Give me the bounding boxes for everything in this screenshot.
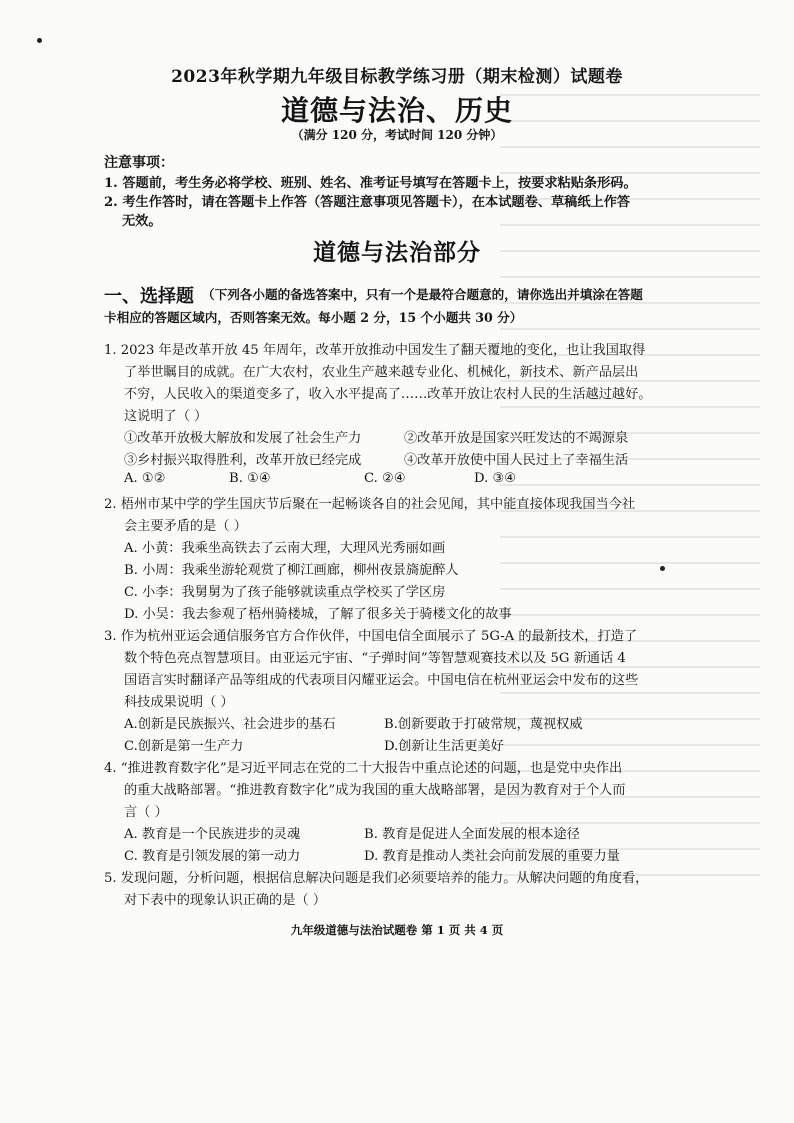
q3-line-2: 数个特色亮点智慧项目。由亚运元宇宙、“子弹时间”等智慧观赛技术以及 5G 新通话 4: [124, 651, 626, 666]
notice-heading: 注意事项：: [104, 155, 174, 171]
q2-option-d: D. 小吴：我去参观了梧州骑楼城，了解了很多关于骑楼文化的故事: [124, 607, 512, 622]
q4-option-c: C. 教育是引领发展的第一动力: [124, 849, 301, 864]
q4-line-2: 的重大战略部署。“推进教育数字化”成为我国的重大战略部署，是因为教育对于个人而: [124, 783, 626, 798]
q4-line-1: 4. “推进教育数字化”是习近平同志在党的二十大报告中重点论述的问题，也是党中央作出: [104, 761, 623, 776]
page-footer: 九年级道德与法治试题卷 第 1 页 共 4 页: [290, 923, 504, 937]
q1-option-a: A. ①②: [124, 471, 166, 486]
q1-line-4: 这说明了（ ）: [124, 409, 208, 424]
q3-option-b: B.创新要敢于打破常规，蔑视权威: [384, 717, 583, 732]
q1-statement-4: ④改革开放使中国人民过上了幸福生活: [404, 453, 629, 468]
q1-statement-1: ①改革开放极大解放和发展了社会生产力: [124, 431, 362, 446]
section-title: 道德与法治部分: [313, 239, 481, 266]
q3-line-4: 科技成果说明（ ）: [124, 695, 234, 710]
q3-option-d: D.创新让生活更美好: [384, 739, 504, 754]
q2-line-1: 2. 梧州市某中学的学生国庆节后聚在一起畅谈各自的社会见闻，其中能直接体现我国当今社: [104, 497, 636, 512]
q3-option-a: A.创新是民族振兴、社会进步的基石: [124, 717, 336, 732]
q1-line-1: 1. 2023 年是改革开放 45 年周年，改革开放推动中国发生了翻天覆地的变化，也让我国取得: [104, 343, 646, 358]
q4-option-b: B. 教育是促进人全面发展的根本途径: [364, 827, 580, 842]
q4-option-d: D. 教育是推动人类社会向前发展的重要力量: [364, 849, 620, 864]
notice-item-2-cont: 无效。: [122, 214, 162, 229]
q4-option-a: A. 教育是一个民族进步的灵魂: [124, 827, 301, 842]
q1-line-2: 了举世瞩目的成就。在广大农村，农业生产越来越专业化、机械化，新技术、新产品层出: [124, 365, 639, 380]
part1-label: 一、选择题: [104, 286, 194, 307]
q1-statement-2: ②改革开放是国家兴旺发达的不竭源泉: [404, 431, 629, 446]
q5-line-2: 对下表中的现象认识正确的是（ ）: [124, 893, 327, 908]
q2-option-a: A. 小黄：我乘坐高铁去了云南大理，大理风光秀丽如画: [124, 541, 446, 556]
q2-option-c: C. 小李：我舅舅为了孩子能够就读重点学校买了学区房: [124, 585, 446, 600]
exam-meta: （满分 120 分，考试时间 120 分钟）: [291, 128, 503, 142]
q1-option-d: D. ③④: [474, 471, 517, 486]
q5-line-1: 5. 发现问题，分析问题，根据信息解决问题是我们必须要培养的能力。从解决问题的角度看，: [104, 871, 649, 886]
part1-note: （下列各小题的备选答案中，只有一个是最符合题意的，请你选出并填涂在答题: [202, 287, 643, 302]
part1-note-cont: 卡相应的答题区域内，否则答案无效。每小题 2 分，15 个小题共 30 分）: [104, 310, 523, 325]
notice-item-1: 1. 答题前，考生务必将学校、班别、姓名、准考证号填写在答题卡上，按要求粘贴条形码。: [104, 176, 637, 191]
q3-line-1: 3. 作为杭州亚运会通信服务官方合作伙伴，中国电信全面展示了 5G-A 的最新技术，打造了: [104, 629, 638, 644]
q3-line-3: 国语言实时翻译产品等组成的代表项目闪耀亚运会。中国电信在杭州亚运会中发布的这些: [124, 673, 639, 688]
q3-option-c: C.创新是第一生产力: [124, 739, 244, 754]
q4-line-3: 言（ ）: [124, 805, 168, 820]
notice-item-2: 2. 考生作答时，请在答题卡上作答（答题注意事项见答题卡），在本试题卷、草稿纸上作答: [104, 195, 631, 210]
q2-option-b: B. 小周：我乘坐游轮观赏了柳江画廊，柳州夜景旖旎醉人: [124, 563, 459, 578]
q1-line-3: 不穷，人民收入的渠道变多了，收入水平提高了……改革开放让农村人民的生活越过越好。: [124, 387, 652, 402]
exam-title: 2023年秋学期九年级目标教学练习册（期末检测）试题卷: [171, 67, 623, 87]
q2-line-2: 会主要矛盾的是（ ）: [124, 519, 247, 534]
q1-option-b: B. ①④: [229, 471, 271, 486]
q1-statement-3: ③乡村振兴取得胜利，改革开放已经完成: [124, 453, 362, 468]
subject-title: 道德与法治、历史: [280, 94, 513, 127]
q1-option-c: C. ②④: [364, 471, 406, 486]
